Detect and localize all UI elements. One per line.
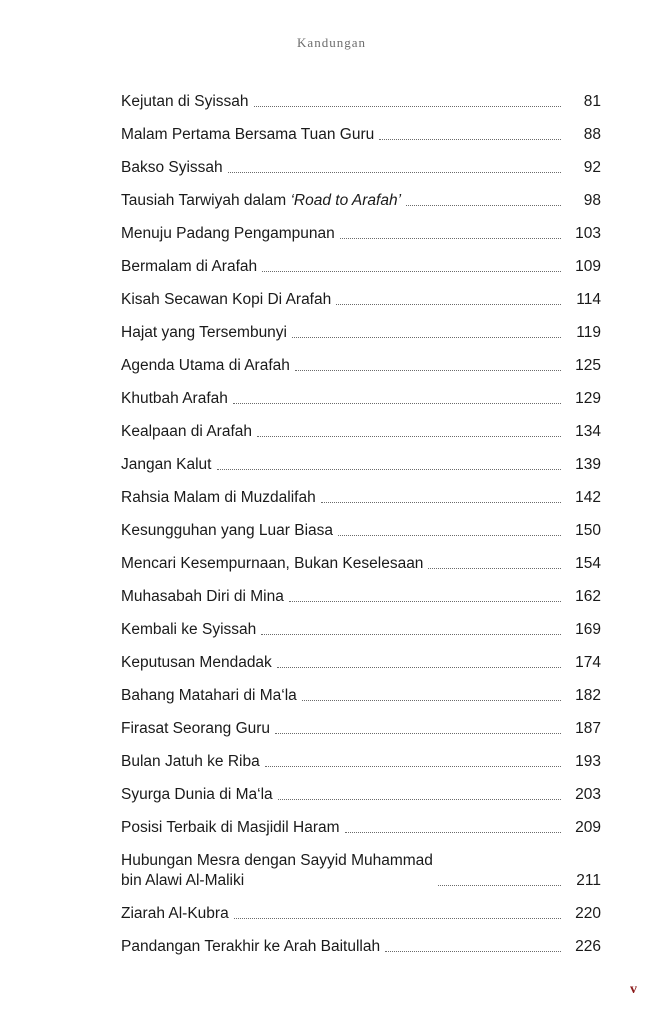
- toc-entry: [121, 246, 601, 279]
- dot-leader: [321, 502, 561, 503]
- dot-leader: [275, 733, 561, 734]
- toc-entry-page: 209: [575, 819, 601, 836]
- toc-entry-page: 193: [575, 753, 601, 770]
- toc-entry: [121, 893, 601, 926]
- toc-entry: [121, 807, 601, 840]
- toc-entry-title: Kealpaan di Arafah: [121, 423, 252, 440]
- toc-entry-title-emphasis: ‘Road to Arafah’: [290, 192, 402, 209]
- toc-entry-title: [121, 851, 433, 891]
- toc-entry-title: Firasat Seorang Guru: [121, 720, 271, 737]
- toc-entry-page: 142: [575, 489, 601, 506]
- toc-entry: [121, 81, 601, 114]
- toc-entry-page: 129: [575, 390, 601, 407]
- toc-entry-title: Agenda Utama di Arafah: [121, 357, 290, 374]
- toc-entry-title: Rahsia Malam di Muzdalifah: [121, 489, 316, 506]
- toc-entry-title: [121, 191, 401, 211]
- toc-entry: [121, 642, 601, 675]
- toc-entry: [121, 510, 601, 543]
- toc-entry-title: Muhasabah Diri di Mina: [121, 588, 284, 605]
- toc-entry: [121, 576, 601, 609]
- toc-entry-title: Pandangan Terakhir ke Arah Baitullah: [121, 938, 381, 955]
- toc-entry-page: 162: [575, 588, 601, 605]
- dot-leader: [217, 469, 562, 470]
- dot-leader: [278, 799, 561, 800]
- toc-entry-page: 81: [583, 93, 601, 110]
- toc-entry-title: Khutbah Arafah: [121, 390, 228, 407]
- table-of-contents: [121, 81, 601, 959]
- dot-leader: [336, 304, 561, 305]
- toc-entry: [121, 114, 601, 147]
- toc-entry: [121, 147, 601, 180]
- toc-entry-page: 92: [583, 159, 601, 176]
- dot-leader: [261, 634, 561, 635]
- toc-entry-page: 182: [575, 687, 601, 704]
- toc-entry: [121, 675, 601, 708]
- toc-entry-page: 220: [575, 905, 601, 922]
- dot-leader: [438, 885, 561, 886]
- toc-entry-title-line: Hubungan Mesra dengan Sayyid Muhammad: [121, 852, 433, 869]
- toc-entry-title: Kesungguhan yang Luar Biasa: [121, 522, 333, 539]
- toc-entry: [121, 926, 601, 959]
- toc-entry-page: 109: [575, 258, 601, 275]
- dot-leader: [302, 700, 561, 701]
- toc-entry-title-line: bin Alawi Al-Maliki: [121, 872, 245, 889]
- toc-entry: [121, 345, 601, 378]
- toc-entry-page: 88: [583, 126, 601, 143]
- toc-entry: [121, 213, 601, 246]
- toc-entry-page: 169: [575, 621, 601, 638]
- toc-entry: [121, 741, 601, 774]
- toc-entry-title: Kembali ke Syissah: [121, 621, 257, 638]
- toc-entry-page: 203: [575, 786, 601, 803]
- toc-entry-title: Bulan Jatuh ke Riba: [121, 753, 260, 770]
- dot-leader: [254, 106, 561, 107]
- toc-entry-page: 119: [576, 324, 601, 341]
- dot-leader: [265, 766, 561, 767]
- toc-entry-title: Hajat yang Tersembunyi: [121, 324, 287, 341]
- dot-leader: [406, 205, 561, 206]
- dot-leader: [295, 370, 561, 371]
- running-head: Kandungan: [297, 35, 366, 50]
- dot-leader: [338, 535, 561, 536]
- toc-entry-page: 114: [576, 291, 601, 308]
- toc-entry-page: 98: [583, 192, 601, 209]
- toc-entry-title: Mencari Kesempurnaan, Bukan Keselesaan: [121, 555, 424, 572]
- toc-entry-title: Posisi Terbaik di Masjidil Haram: [121, 819, 340, 836]
- toc-entry-page: 150: [575, 522, 601, 539]
- toc-entry-title: Ziarah Al-Kubra: [121, 905, 229, 922]
- dot-leader: [233, 403, 561, 404]
- toc-entry-page: 226: [575, 938, 601, 955]
- dot-leader: [428, 568, 561, 569]
- toc-entry-title: Keputusan Mendadak: [121, 654, 272, 671]
- toc-entry: [121, 708, 601, 741]
- dot-leader: [340, 238, 561, 239]
- dot-leader: [379, 139, 561, 140]
- toc-entry: [121, 477, 601, 510]
- toc-entry-page: 139: [575, 456, 601, 473]
- dot-leader: [277, 667, 561, 668]
- dot-leader: [257, 436, 561, 437]
- toc-entry-title: Jangan Kalut: [121, 456, 212, 473]
- toc-entry-page: 174: [575, 654, 601, 671]
- dot-leader: [234, 918, 561, 919]
- toc-entry-title: Malam Pertama Bersama Tuan Guru: [121, 126, 375, 143]
- dot-leader: [345, 832, 561, 833]
- toc-entry: [121, 279, 601, 312]
- toc-entry-title: Kejutan di Syissah: [121, 93, 249, 110]
- toc-entry: [121, 840, 601, 893]
- toc-entry-page: 187: [575, 720, 601, 737]
- toc-entry-page: 125: [575, 357, 601, 374]
- toc-entry: [121, 609, 601, 642]
- dot-leader: [385, 951, 561, 952]
- toc-entry: [121, 312, 601, 345]
- toc-entry: [121, 444, 601, 477]
- toc-entry-page: 103: [575, 225, 601, 242]
- toc-entry-title: Kisah Secawan Kopi Di Arafah: [121, 291, 332, 308]
- toc-entry-page: 211: [576, 872, 601, 889]
- toc-entry: [121, 543, 601, 576]
- toc-entry: [121, 378, 601, 411]
- toc-entry-page: 154: [575, 555, 601, 572]
- toc-entry: [121, 774, 601, 807]
- dot-leader: [289, 601, 561, 602]
- toc-entry-title: Menuju Padang Pengampunan: [121, 225, 335, 242]
- page-folio: v: [630, 982, 637, 997]
- toc-entry: [121, 180, 601, 213]
- toc-entry-title: Bermalam di Arafah: [121, 258, 258, 275]
- toc-entry-title-prefix: Tausiah Tarwiyah dalam: [121, 192, 291, 209]
- toc-entry-title: Bahang Matahari di Ma‘la: [121, 687, 297, 704]
- dot-leader: [262, 271, 561, 272]
- toc-entry-title: Bakso Syissah: [121, 159, 223, 176]
- toc-entry: [121, 411, 601, 444]
- dot-leader: [228, 172, 561, 173]
- toc-entry-page: 134: [575, 423, 601, 440]
- dot-leader: [292, 337, 561, 338]
- toc-entry-title: Syurga Dunia di Ma‘la: [121, 786, 273, 803]
